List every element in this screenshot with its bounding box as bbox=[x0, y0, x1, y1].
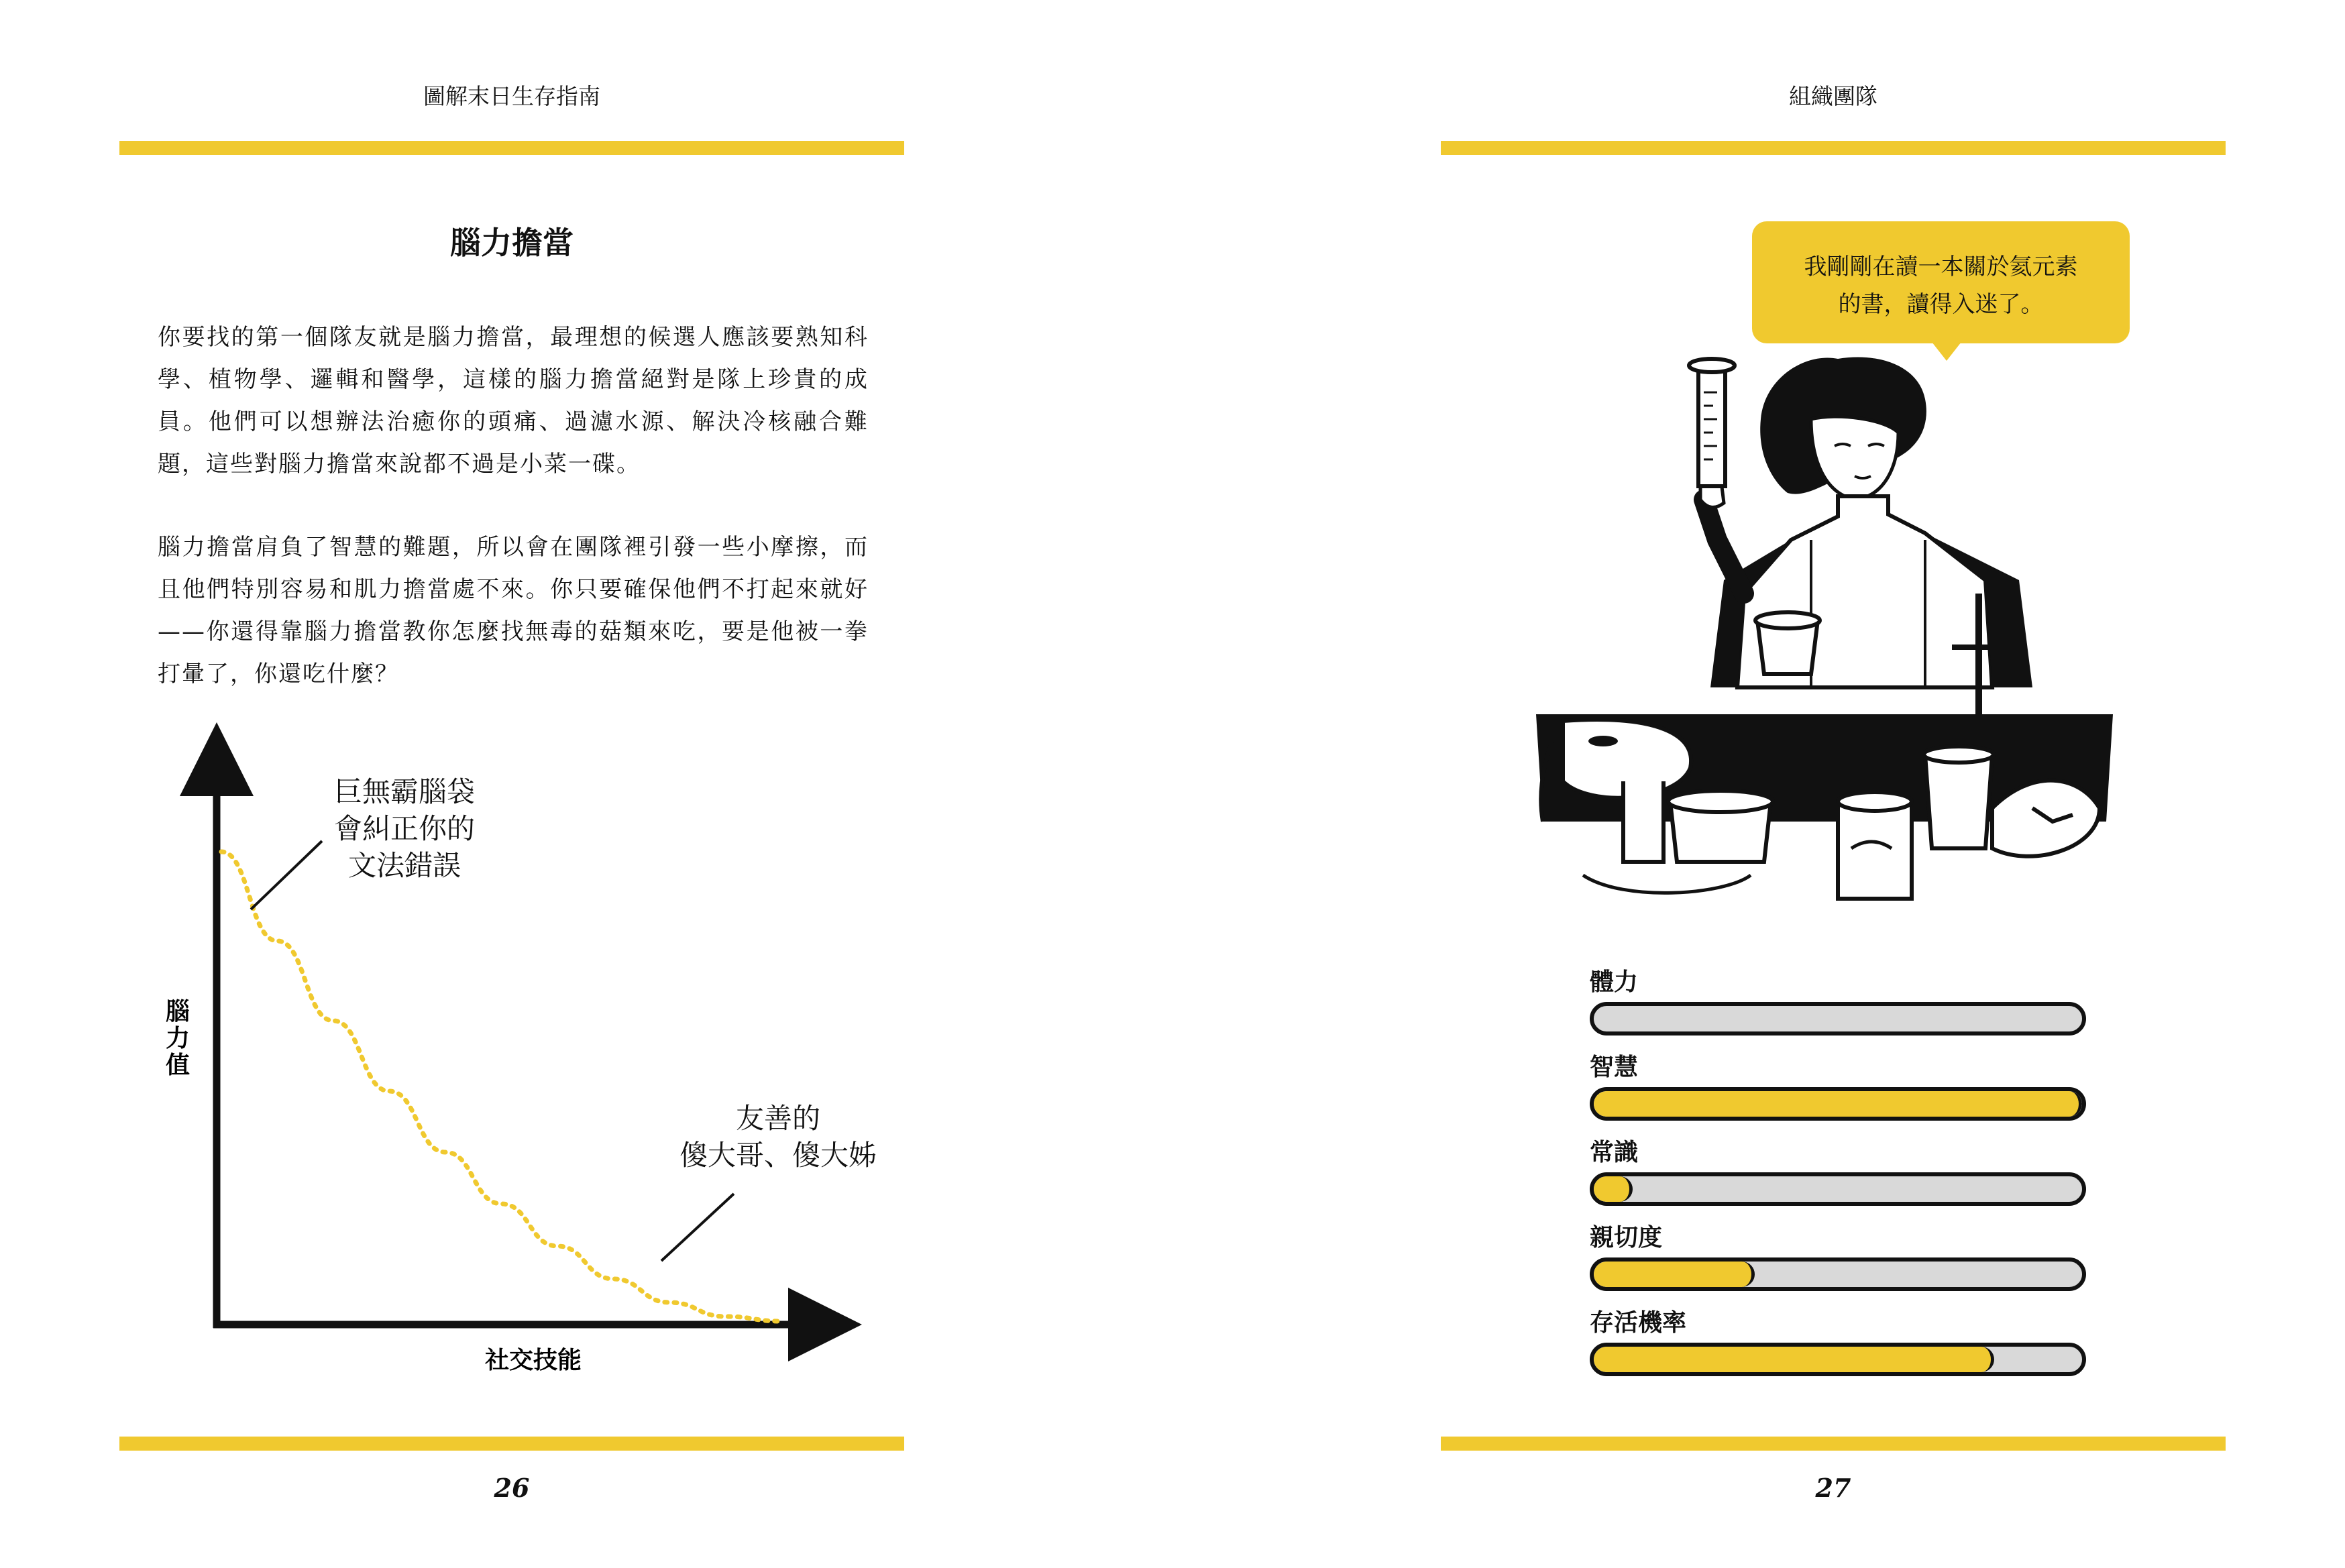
body-paragraph-2: 腦力擔當肩負了智慧的難題，所以會在團隊裡引發一些小摩擦，而且他們特別容易和肌力擔當處不來。你只要確保他們不打起來就好——你還得靠腦力擔當教你怎麼找無毒的菇類來吃，要是他被一拳打暈了，你還吃什麼？ bbox=[158, 534, 869, 687]
stat-bar-strength bbox=[1590, 1002, 2086, 1035]
y-axis-label bbox=[166, 998, 190, 1079]
section-title: 腦力擔當 bbox=[450, 225, 574, 261]
stat-fill-survival bbox=[1594, 1347, 1994, 1372]
annotation-top-line-1: 巨無霸腦袋 bbox=[333, 775, 476, 808]
stat-bar-friendliness bbox=[1590, 1257, 2086, 1291]
left-running-head: 圖解末日生存指南 bbox=[423, 83, 600, 109]
right-page-number: 27 bbox=[1815, 1473, 1851, 1503]
annotation-top bbox=[334, 775, 475, 882]
brain-curve-line bbox=[221, 852, 781, 1321]
right-running-head: 組織團隊 bbox=[1789, 83, 1877, 109]
y-axis-label-char: 力 bbox=[165, 1025, 190, 1052]
stat-label-wisdom: 智慧 bbox=[1590, 1054, 1639, 1081]
stat-label-strength: 體力 bbox=[1590, 968, 1639, 996]
annotation-top-line-3: 文法錯誤 bbox=[347, 849, 461, 882]
right-top-rule bbox=[1441, 141, 2226, 155]
stat-fill-friendliness bbox=[1594, 1262, 1755, 1287]
stat-fill-common-sense bbox=[1594, 1176, 1633, 1202]
stat-fill-wisdom bbox=[1594, 1091, 2082, 1117]
annotation-leader-bottom bbox=[661, 1194, 734, 1261]
stat-label-friendliness: 親切度 bbox=[1590, 1224, 1663, 1251]
y-axis-label-char: 腦 bbox=[165, 998, 190, 1025]
speech-line-1: 我剛剛在讀一本關於氦元素 bbox=[1804, 254, 2078, 280]
stat-bar-common-sense bbox=[1590, 1172, 2086, 1206]
stat-label-survival: 存活機率 bbox=[1590, 1309, 1687, 1337]
stat-bar-survival bbox=[1590, 1343, 2086, 1376]
annotation-bottom bbox=[679, 1102, 877, 1172]
annotation-top-line-2: 會糾正你的 bbox=[333, 812, 476, 845]
body-paragraph-1: 你要找的第一個隊友就是腦力擔當，最理想的候選人應該要熟知科學、植物學、邏輯和醫學，這樣的腦力擔當絕對是隊上珍貴的成員。他們可以想辦法治癒你的頭痛、過濾水源、解決冷核融合難題，這些對腦力擔當來說都不過是小菜一碟。 bbox=[158, 324, 869, 478]
y-axis-label-char: 值 bbox=[165, 1052, 190, 1079]
woman-scientist-illustration bbox=[1523, 339, 2126, 915]
stat-bar-wisdom bbox=[1590, 1087, 2086, 1121]
left-page-number: 26 bbox=[494, 1473, 530, 1503]
right-bottom-rule bbox=[1441, 1437, 2226, 1451]
left-bottom-rule bbox=[119, 1437, 904, 1451]
annotation-bottom-line-1: 友善的 bbox=[735, 1102, 821, 1135]
stat-label-common-sense: 常識 bbox=[1590, 1139, 1639, 1166]
annotation-bottom-line-2: 傻大哥、傻大姊 bbox=[679, 1139, 877, 1172]
x-axis-label: 社交技能 bbox=[484, 1347, 582, 1374]
speech-line-2: 的書，讀得入迷了。 bbox=[1838, 291, 2044, 318]
speech-bubble-text bbox=[1752, 248, 2130, 323]
annotation-leader-top bbox=[251, 841, 322, 909]
